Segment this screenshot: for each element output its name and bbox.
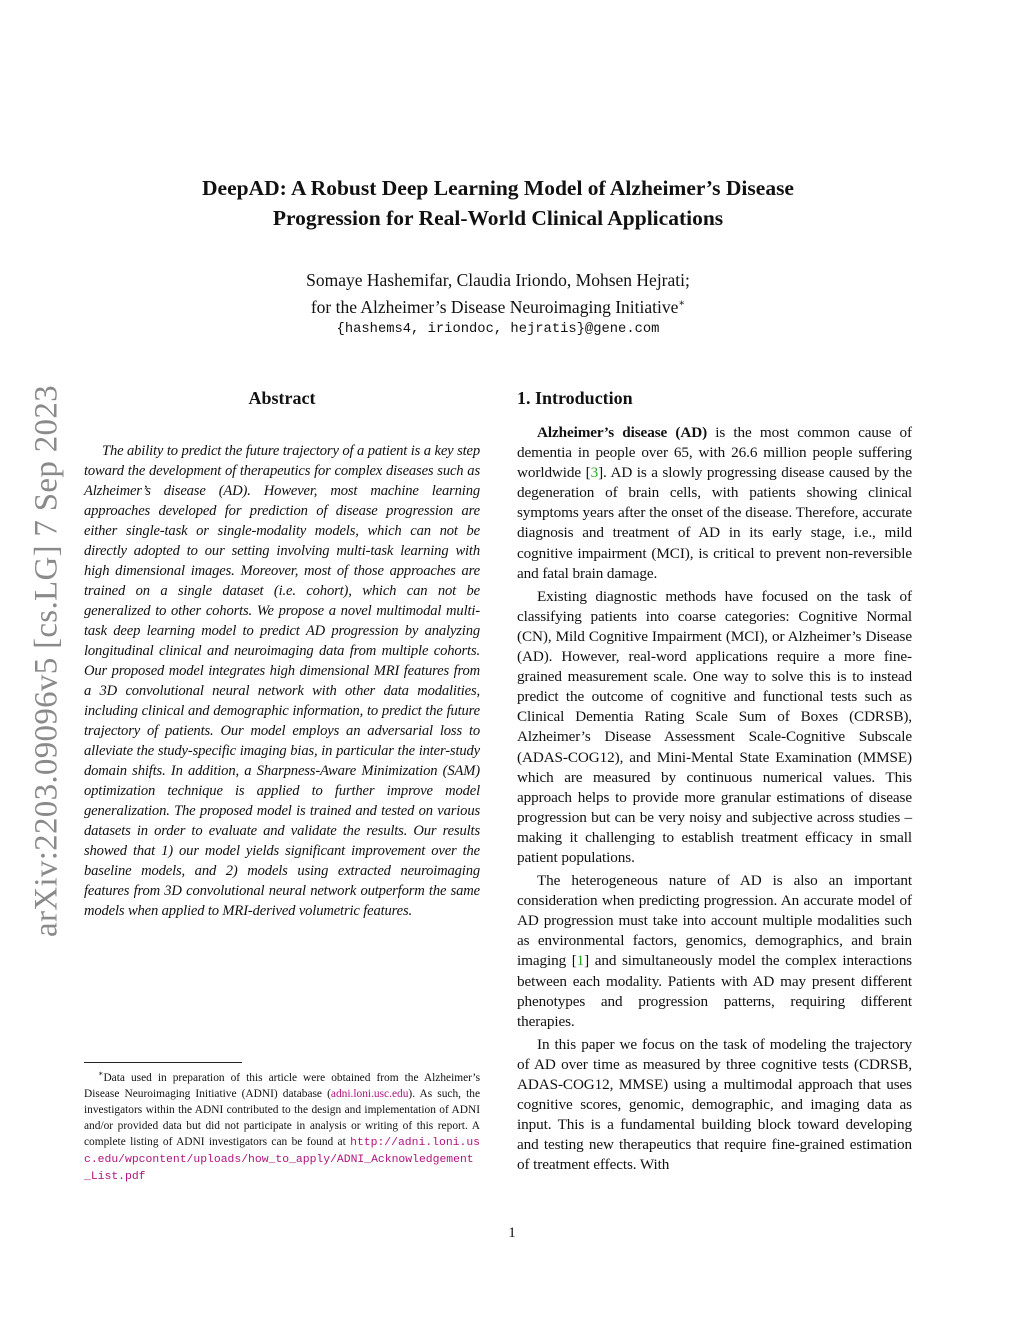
paper-title (100, 173, 896, 233)
intro-paragraph-1 (517, 423, 912, 584)
intro-paragraph-3 (517, 871, 912, 1032)
abstract-text: The ability to predict the future trajectory of a patient is a key step toward the development of therapeutics for complex diseases such as Alzheimer’s disease (AD). However, most machine learning approaches developed for prediction of disease progression are either single-task or single-modality models, which can not be directly adopted to our setting involving multi-task learning with high dimensional images. Moreover, most of those approaches are trained on a single dataset (i.e. cohort), which can not be generalized to other cohorts. We propose a novel multimodal multi-task deep learning model to predict AD progression by analyzing longitudinal clinical and neuroimaging data from multiple cohorts. Our proposed model integrates high dimensional MRI features from a 3D convolutional neural network with other data modalities, including clinical and demographic information, to predict the future trajectory of patients. Our model employs an adversarial loss to alleviate the study-specific imaging bias, in particular the inter-study domain shifts. In addition, a Sharpness-Aware Minimization (SAM) optimization technique is applied to further improve model generalization. The proposed model is trained and tested on various datasets in order to evaluate and validate the results. Our results showed that 1) our model yields significant improvement over the baseline models, and 2) models using extracted neuroimaging features from 3D convolutional neural network outperform the same models when applied to MRI-derived volumetric features. (84, 443, 480, 919)
ad-term: Alzheimer’s disease (AD) (537, 424, 708, 441)
citation-1[interactable]: 1 (576, 952, 585, 970)
footnote-text-1: Data used in preparation of this article were obtained from the Alzheimer’s Disease Neuroimaging Initiative (ADNI) database ( (84, 1071, 480, 1100)
citation-3[interactable]: 3 (590, 464, 599, 482)
consortium-name: for the Alzheimer’s Disease Neuroimaging Initiative (310, 296, 679, 317)
right-column (517, 386, 912, 1178)
footnote-divider (84, 1062, 242, 1063)
footnote-text-2: ). As such, the investigators within the ADNI contributed to the design and implementation of ADNI and/or provided data but did not participate in analysis or writing of this report. A complete listing of ADNI investigators can be found at (84, 1087, 481, 1149)
acknowledgement-url[interactable]: http://adni.loni.usc.edu/wpcontent/uploads/how_to_apply/ADNI_Acknowledgement_List.pdf (84, 1137, 480, 1184)
adni-link[interactable]: adni.loni.usc.edu (330, 1087, 409, 1100)
left-column (84, 386, 480, 921)
intro-p3-text-b: ] and simultaneously model the complex interactions between each modality. Patients with AD may present different phenotypes and progression patterns, requiring different therapies. (517, 952, 912, 1030)
abstract-heading: Abstract (248, 388, 316, 408)
intro-paragraph-4: In this paper we focus on the task of modeling the trajectory of AD over time as measured by three cognitive tests (CDRSB, ADAS-COG12, MMSE) using a multimodal approach that uses cognitive scores, genomic, demographic, and imaging data as input. This is a fundamental building block toward developing and testing new therapeutics that require fine-grained estimation of treatment effects. With (517, 1035, 912, 1174)
footnote (84, 1066, 480, 1185)
author-names: Somaye Hashemifar, Claudia Iriondo, Mohsen Hejrati; (306, 270, 690, 290)
author-emails: {hashems4, iriondoc, hejratis}@gene.com (336, 322, 660, 337)
author-affiliation (100, 292, 896, 319)
footnote-marker: ∗ (678, 298, 686, 309)
author-block (100, 268, 896, 319)
intro-p3-text-a: The heterogeneous nature of AD is also an important consideration when predicting progression. An accurate model of AD progression must take into account multiple modalities such as environmental factors, genomics, demographics, and brain imaging [ (517, 872, 912, 970)
introduction-heading: 1. Introduction (517, 388, 633, 408)
footnote-mark: ∗ (98, 1069, 104, 1078)
intro-p1-text-b: ]. AD is a slowly progressing disease caused by the degeneration of brain cells, with patients showing clinical symptoms years after the onset of the disease. Therefore, accurate diagnosis and treatment of AD in its early stage, i.e., mild cognitive impairment (MCI), is critical to prevent non-reversible and fatal brain damage. (517, 464, 912, 582)
intro-paragraph-2: Existing diagnostic methods have focused on the task of classifying patients into coarse categories: Cognitive Normal (CN), Mild Cognitive Impairment (MCI), or Alzheimer’s Disease (AD). However, real-word applications require a more fine-grained measurement scale. One way to solve this is to instead predict the outcome of cognitive and functional tests such as Clinical Dementia Rating Scale Sum of Boxes (CDRSB), Alzheimer’s Disease Assessment Scale-Cognitive Subscale (ADAS-COG12), and Mini-Mental State Examination (MMSE) which are measured by continuous numerical values. This approach helps to provide more granular estimations of disease progression but can be very noisy and subjective across studies – making it challenging to establish treatment efficacy in small patient populations. (517, 587, 912, 866)
title-line-2: Progression for Real-World Clinical Applications (272, 206, 724, 230)
page-number: 1 (508, 1225, 516, 1241)
intro-p1-text-a: is the most common cause of dementia in people over 65, with 26.6 million people suffering worldwide [ (517, 424, 912, 482)
arxiv-sidebar (22, 365, 72, 957)
arxiv-identifier: arXiv:2203.09096v5 [cs.LG] 7 Sep 2023 (28, 385, 65, 937)
title-line-1: DeepAD: A Robust Deep Learning Model of Alzheimer’s Disease (202, 176, 794, 200)
